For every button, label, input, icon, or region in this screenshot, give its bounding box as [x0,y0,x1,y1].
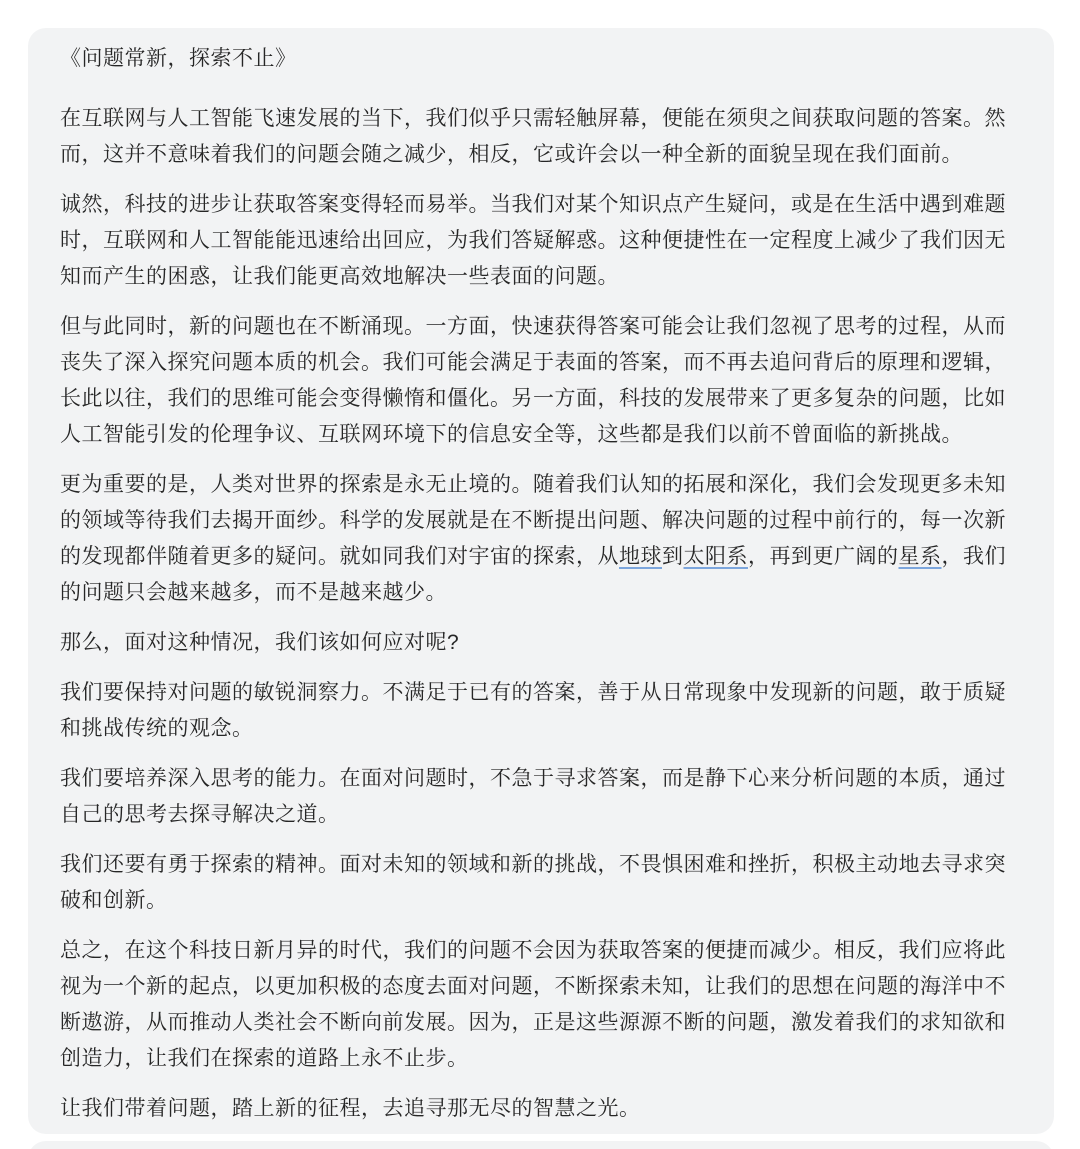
paragraph-text: 我们要保持对问题的敏锐洞察力。不满足于已有的答案，善于从日常现象中发现新的问题，敢于质疑和挑战传统的观念。 [60,681,1006,740]
message-card [28,28,1054,1134]
paragraph-text: 在互联网与人工智能飞速发展的当下，我们似乎只需轻触屏幕，便能在须臾之间获取问题的答案。然而，这并不意味着我们的问题会随之减少，相反，它或许会以一种全新的面貌呈现在我们面前。 [60,107,1006,166]
entity-link[interactable]: 地球 [619,545,662,568]
essay-paragraph [60,675,1022,747]
essay-paragraph [60,761,1022,833]
paragraph-text: 到 [662,545,684,568]
essay-paragraph [60,467,1022,611]
paragraph-text: ，我们的问题只会越来越多，而不是越来越少。 [60,545,1006,604]
next-message-card-partial [28,1141,1054,1149]
essay-paragraph [60,1091,1022,1127]
paragraph-text: 那么，面对这种情况，我们该如何应对呢? [60,631,460,654]
paragraph-text: 但与此同时，新的问题也在不断涌现。一方面，快速获得答案可能会让我们忽视了思考的过程，从而丧失了深入探究问题本质的机会。我们可能会满足于表面的答案，而不再去追问背后的原理和逻辑，长此以往，我们的思维可能会变得懒惰和僵化。另一方面，科技的发展带来了更多复杂的问题，比如人工智能引发的伦理争议、互联网环境下的信息安全等，这些都是我们以前不曾面临的新挑战。 [60,315,1006,446]
paragraph-text: 我们要培养深入思考的能力。在面对问题时，不急于寻求答案，而是静下心来分析问题的本质，通过自己的思考去探寻解决之道。 [60,767,1006,826]
paragraph-text: 我们还要有勇于探索的精神。面对未知的领域和新的挑战，不畏惧困难和挫折，积极主动地去寻求突破和创新。 [60,853,1006,912]
essay-body [60,101,1022,1127]
essay-paragraph [60,625,1022,661]
essay-paragraph [60,847,1022,919]
paragraph-text: 诚然，科技的进步让获取答案变得轻而易举。当我们对某个知识点产生疑问，或是在生活中遇到难题时，互联网和人工智能能迅速给出回应，为我们答疑解惑。这种便捷性在一定程度上减少了我们因无知而产生的困惑，让我们能更高效地解决一些表面的问题。 [60,193,1006,288]
essay-paragraph [60,101,1022,173]
essay-title: 《问题常新，探索不止》 [60,47,297,70]
essay-paragraph [60,187,1022,295]
paragraph-text: 总之，在这个科技日新月异的时代，我们的问题不会因为获取答案的便捷而减少。相反，我们应将此视为一个新的起点，以更加积极的态度去面对问题，不断探索未知，让我们的思想在问题的海洋中不断遨游，从而推动人类社会不断向前发展。因为，正是这些源源不断的问题，激发着我们的求知欲和创造力，让我们在探索的道路上永不止步。 [60,939,1006,1070]
entity-link[interactable]: 太阳系 [683,545,748,568]
essay-paragraph [60,933,1022,1077]
paragraph-text: 让我们带着问题，踏上新的征程，去追寻那无尽的智慧之光。 [60,1097,641,1120]
entity-link[interactable]: 星系 [898,545,942,568]
essay-paragraph [60,309,1022,453]
paragraph-text: 更为重要的是，人类对世界的探索是永无止境的。随着我们认知的拓展和深化，我们会发现更多未知的领域等待我们去揭开面纱。科学的发展就是在不断提出问题、解决问题的过程中前行的，每一次新的发现都伴随着更多的疑问。就如同我们对宇宙的探索，从 [60,473,1006,568]
paragraph-text: ，再到更广阔的 [748,545,899,568]
